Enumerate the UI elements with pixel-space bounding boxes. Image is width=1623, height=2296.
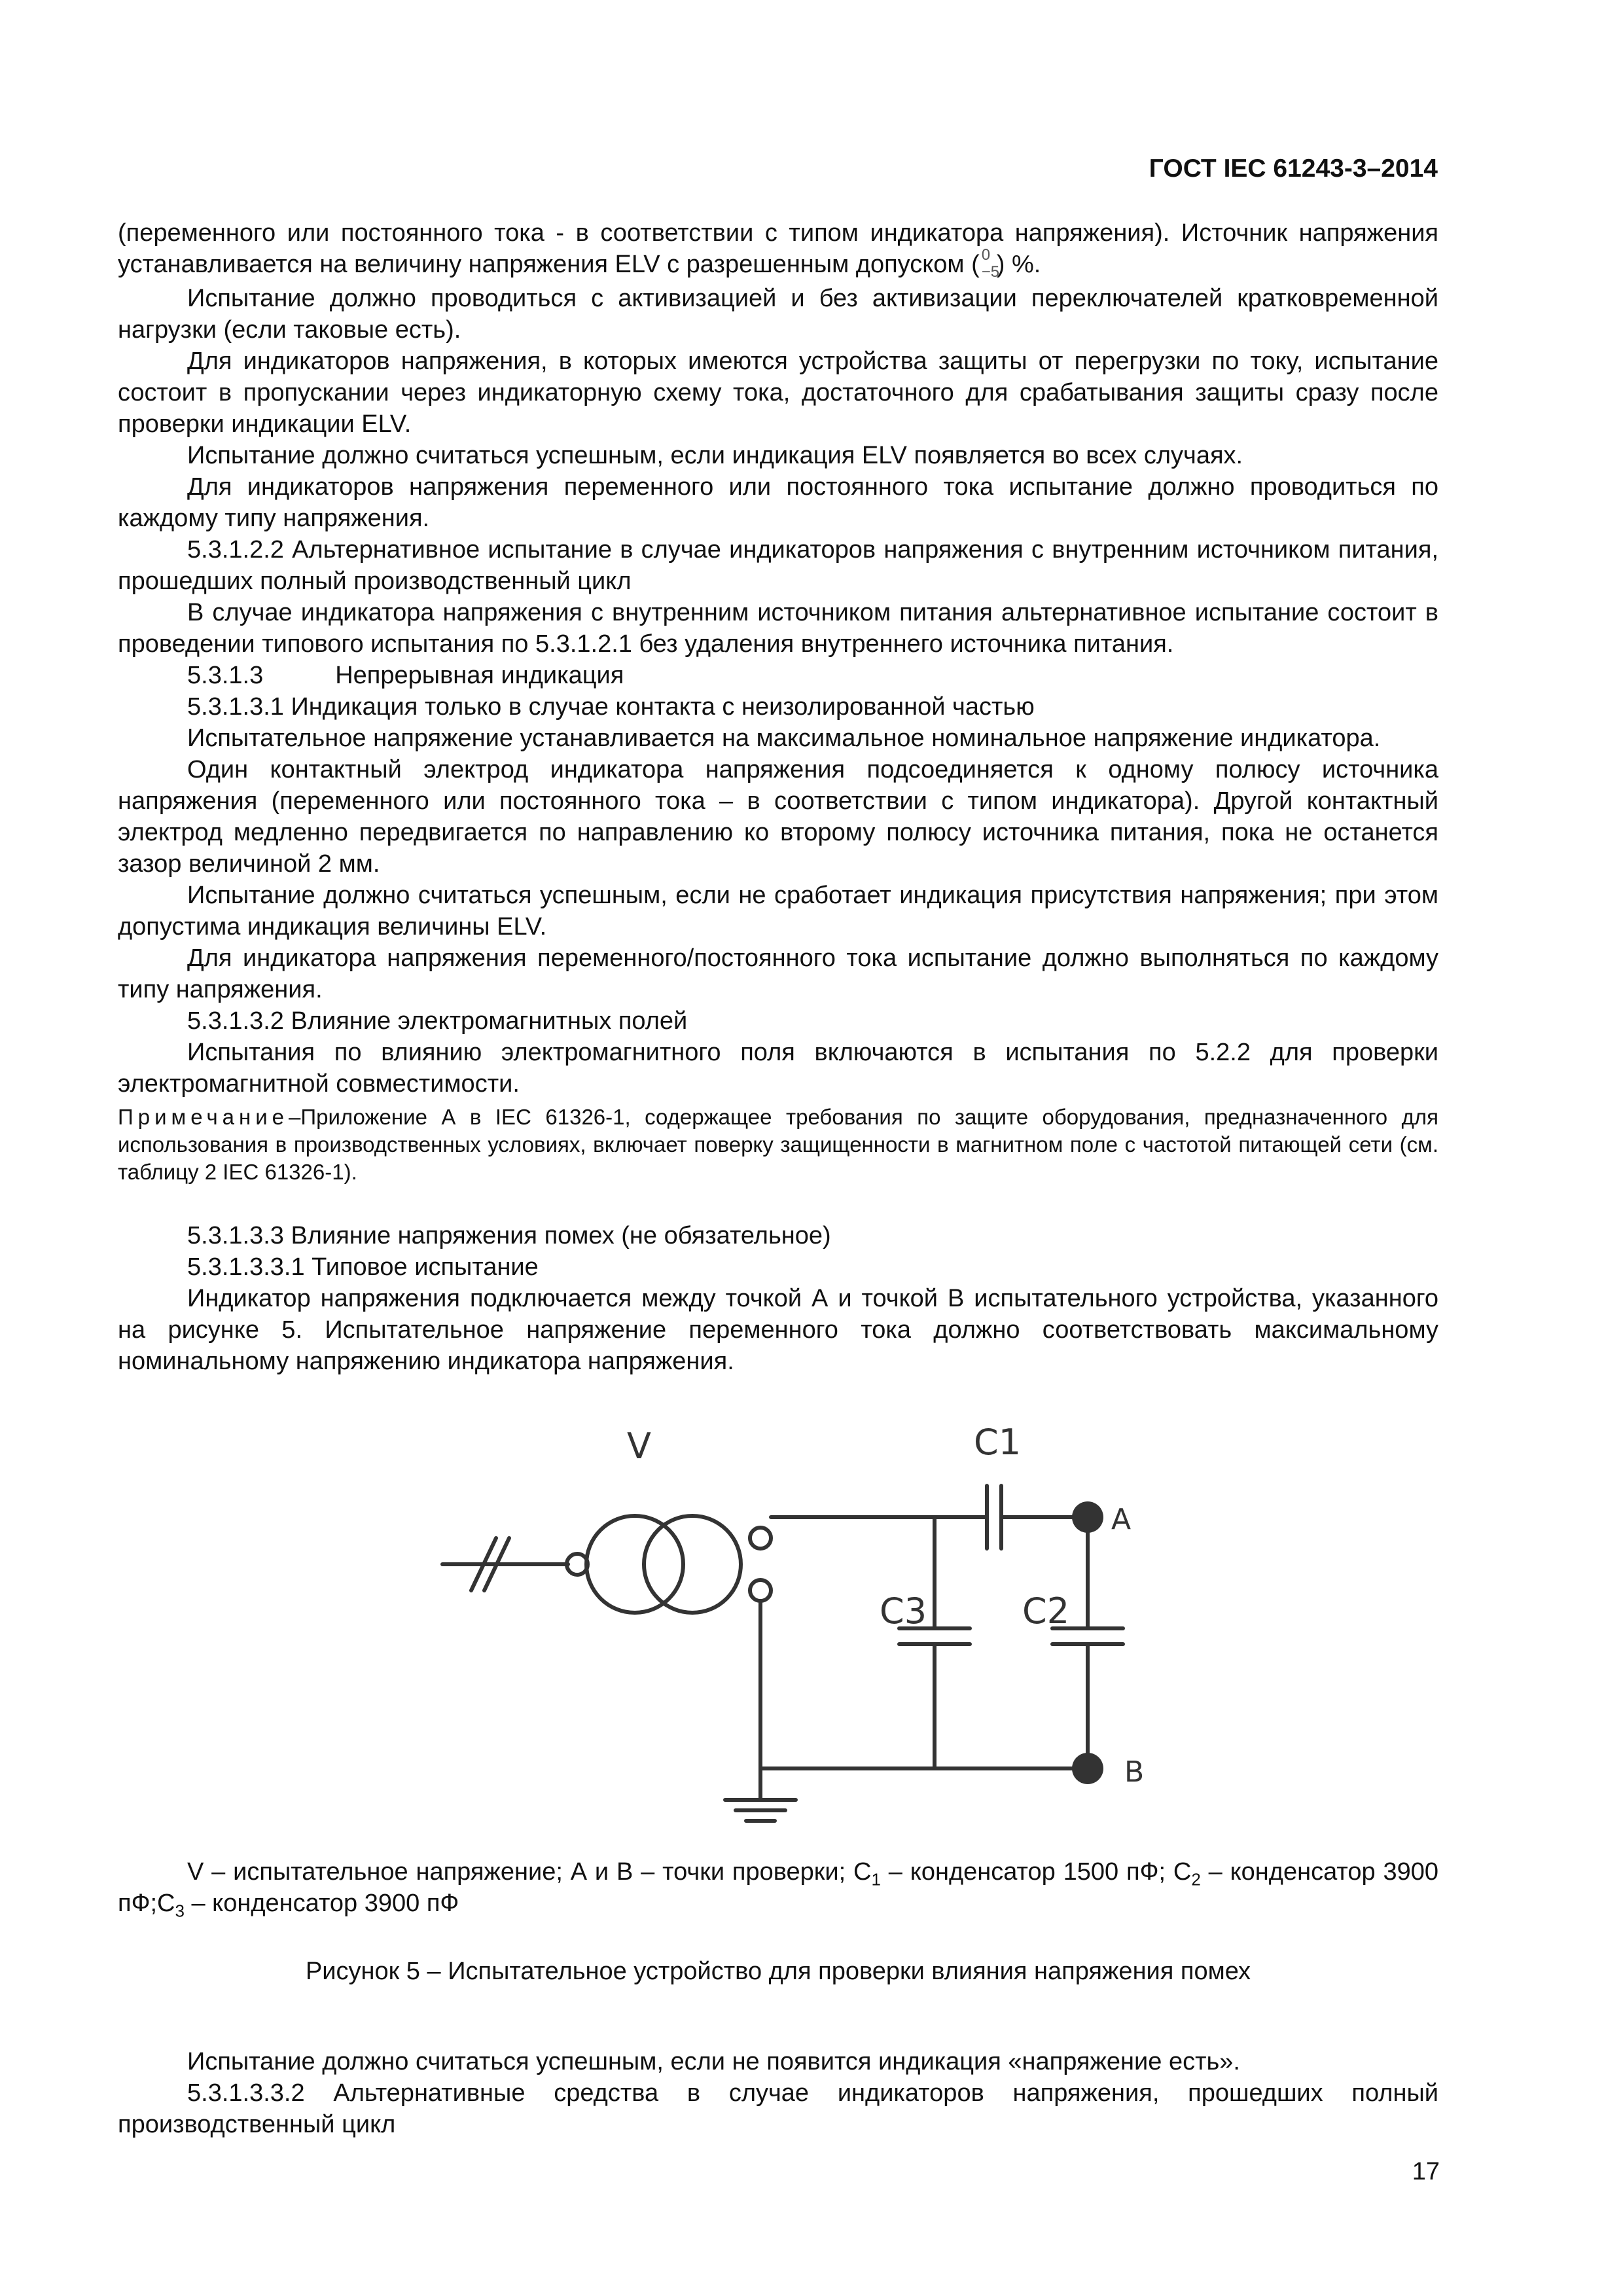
paragraph: Для индикаторов напряжения переменного или постоянного тока испытание должно проводиться по каждому типу напряжения.: [118, 473, 1438, 532]
note-label: Примечание: [118, 1105, 289, 1129]
terminal-lower: [750, 1580, 771, 1601]
note-text: –Приложение А в IEC 61326-1, содержащее требования по защите оборудования, предназначенного для использования в производственных условиях, включает поверку защищенности в магнитном поле с частотой питающей сети (см. таблицу 2 IEC 61326-1).: [118, 1105, 1438, 1184]
transformer-winding-2: [644, 1516, 741, 1613]
section-heading: 5.3.1.3 Непрерывная индикация: [187, 662, 624, 689]
label-b: B: [1124, 1755, 1145, 1789]
section-heading: 5.3.1.3.3.2 Альтернативные средства в случае индикаторов напряжения, прошедших полный производственный цикл: [118, 2079, 1438, 2138]
point-a-dot: [1072, 1501, 1103, 1533]
label-a: A: [1111, 1503, 1132, 1536]
paragraph: Испытание должно считаться успешным, если не сработает индикация присутствия напряжения; при этом допустима индикация величины ELV.: [118, 882, 1438, 941]
paragraph: Испытательное напряжение устанавливается на максимальное номинальное напряжение индикатора.: [187, 725, 1381, 752]
body-text: [118, 217, 1438, 1377]
paragraph: Испытания по влиянию электромагнитного поля включаются в испытания по 5.2.2 для проверки электромагнитной совместимости.: [118, 1039, 1438, 1098]
standard-header: ГОСТ IEC 61243-3–2014: [1149, 154, 1438, 183]
section-heading: 5.3.1.3.1 Индикация только в случае контакта с неизолированной частью: [187, 693, 1035, 721]
paragraph-source-voltage: (переменного или постоянного тока - в соответствии с типом индикатора напряжения). Источник напряжения устанавливается на величину напряжения ELV с разрешенным допуском ( 0 −5 ) %.: [118, 217, 1438, 283]
paragraph: Один контактный электрод индикатора напряжения подсоединяется к одному полюсу источника напряжения (переменного или постоянного тока – в соответствии с типом индикатора). Другой контактный электрод медленно передвигается по направлению ко второму полюсу источника питания, пока не останется зазор величиной 2 мм.: [118, 756, 1438, 878]
terminal-upper: [750, 1528, 771, 1549]
note: [118, 1103, 1438, 1186]
label-v: V: [627, 1426, 651, 1467]
section-heading: 5.3.1.3.3 Влияние напряжения помех (не обязательное): [187, 1222, 831, 1249]
paragraph: Индикатор напряжения подключается между точкой А и точкой В испытательного устройства, указанного на рисунке 5. Испытательное напряжение переменного тока должно соответствовать максимальному номинальному напряжению индикатора напряжения.: [118, 1285, 1438, 1375]
transformer-winding-1: [586, 1516, 683, 1613]
circuit-svg: [419, 1407, 1178, 1833]
figure-legend: V – испытательное напряжение; А и В – точки проверки; $С_1$ – конденсатор 1500 пФ; $С_2$ – конденсатор 3900 $пФ;С_3$ – конденсатор 3900 пФ: [118, 1858, 1438, 1921]
tolerance-fraction: 0 −5: [981, 246, 1000, 281]
section-heading: 5.3.1.3.2 Влияние электромагнитных полей: [187, 1007, 688, 1035]
page-number: 17: [1412, 2158, 1440, 2185]
paragraph: В случае индикатора напряжения с внутренним источником питания альтернативное испытание состоит в проведении типового испытания по 5.3.1.2.1 без удаления внутреннего источника питания.: [118, 599, 1438, 658]
circuit-diagram: [419, 1407, 1178, 1833]
paragraph: Испытание должно считаться успешным, если индикация ELV появляется во всех случаях.: [187, 442, 1243, 469]
paragraph: Испытание должно проводиться с активизацией и без активизации переключателей кратковременной нагрузки (если таковые есть).: [118, 285, 1438, 344]
paragraph: Испытание должно считаться успешным, если не появится индикация «напряжение есть».: [187, 2048, 1240, 2075]
label-c3: C3: [880, 1590, 927, 1632]
section-heading: 5.3.1.3.3.1 Типовое испытание: [187, 1253, 539, 1281]
point-b-dot: [1072, 1753, 1103, 1784]
label-c2: C2: [1022, 1590, 1070, 1632]
paragraph: Для индикаторов напряжения, в которых имеются устройства защиты от перегрузки по току, испытание состоит в пропускании через индикаторную схему тока, достаточного для срабатывания защиты сразу после проверки индикации ELV.: [118, 348, 1438, 438]
figure-caption: Рисунок 5 – Испытательное устройство для проверки влияния напряжения помех: [305, 1958, 1251, 1985]
closing-text: [118, 2046, 1438, 2140]
paragraph: Для индикатора напряжения переменного/постоянного тока испытание должно выполняться по каждому типу напряжения.: [118, 944, 1438, 1003]
section-heading: 5.3.1.2.2 Альтернативное испытание в случае индикаторов напряжения с внутренним источником питания, прошедших полный производственный цикл: [118, 536, 1438, 595]
label-c1: C1: [974, 1422, 1022, 1463]
